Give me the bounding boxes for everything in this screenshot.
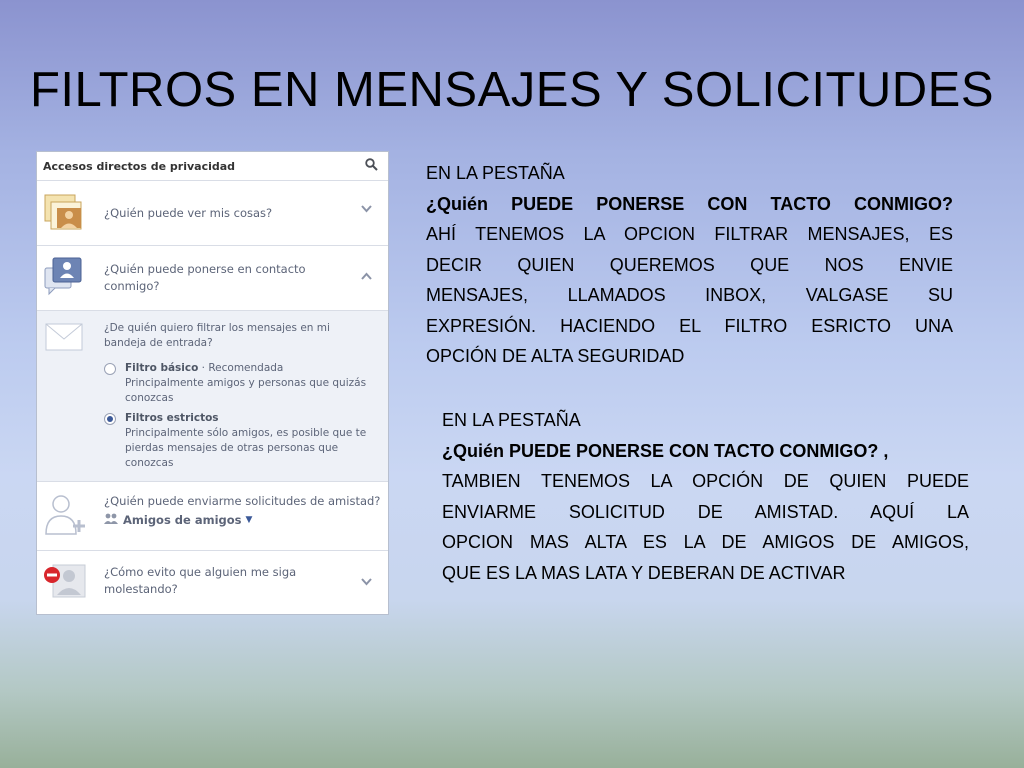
filter-question: [104, 321, 364, 351]
text1-line3: MENSAJES, LLAMADOS INBOX, VALGASE SU: [426, 285, 953, 305]
block-user-icon: [43, 561, 89, 605]
who-can-see-label: ¿Quién puede ver mis cosas?: [104, 206, 273, 220]
strict-filter-label: Filtros estrictos: [125, 412, 219, 424]
block-user-line2: molestando?: [104, 582, 178, 596]
who-can-contact-line2: conmigo?: [104, 279, 160, 293]
friend-requests-value: Amigos de amigos: [123, 513, 242, 527]
who-can-contact-label: [104, 261, 306, 295]
filter-question-line2: bandeja de entrada?: [104, 337, 213, 349]
privacy-shortcuts-panel: [36, 151, 389, 615]
search-icon[interactable]: [365, 158, 378, 174]
text2-line1: TAMBIEN TENEMOS LA OPCIÓN DE QUIEN PUEDE: [442, 471, 969, 491]
who-can-see-row[interactable]: [37, 181, 388, 246]
chevron-down-icon[interactable]: [361, 576, 372, 589]
slide-title: FILTROS EN MENSAJES Y SOLICITUDES: [29, 63, 995, 117]
chevron-up-icon[interactable]: [361, 270, 372, 283]
basic-filter-radio[interactable]: [104, 363, 116, 375]
text1-intro: EN LA PESTAÑA: [426, 163, 565, 183]
text2-line4: QUE ES LA MAS LATA Y DEBERAN DE ACTIVAR: [442, 562, 846, 583]
panel-header: [37, 152, 388, 181]
basic-filter-desc-line2: conozcas: [125, 392, 174, 404]
text1-line4: EXPRESIÓN. HACIENDO EL FILTRO ESRICTO UNA: [426, 315, 953, 336]
friend-requests-question: ¿Quién puede enviarme solicitudes de amistad?: [104, 494, 381, 508]
basic-filter-desc-line1: Principalmente amigos y personas que quizás: [125, 377, 367, 389]
strict-filter-desc-line2: pierdas mensajes de otras personas que: [125, 442, 339, 454]
text2-question: [442, 436, 969, 467]
text1-question-bold: ¿Quién PUEDE PONERSE CON TACTO CONMIGO?: [426, 193, 953, 214]
strict-filter-radio[interactable]: [104, 413, 116, 425]
chevron-down-icon[interactable]: [361, 203, 372, 216]
text2-line3: OPCION MAS ALTA ES LA DE AMIGOS DE AMIGOS,: [442, 532, 969, 552]
basic-filter-tag: · Recomendada: [198, 362, 284, 374]
caret-down-icon: ▼: [245, 515, 253, 525]
block-user-line1: ¿Cómo evito que alguien me siga: [104, 565, 297, 579]
chat-bubbles-icon: [43, 256, 85, 300]
friend-requests-row[interactable]: [37, 482, 388, 551]
friends-group-icon: [104, 512, 119, 529]
explanation-text-1: [426, 158, 953, 372]
who-can-contact-line1: ¿Quién puede ponerse en contacto: [104, 262, 306, 276]
basic-filter-label: Filtro básico: [125, 362, 199, 374]
text1-question: [426, 189, 953, 220]
strict-filter-desc-line1: Principalmente sólo amigos, es posible que te: [125, 427, 367, 439]
friend-requests-dropdown[interactable]: [104, 512, 252, 529]
envelope-icon: [45, 323, 83, 355]
strict-filter-desc-line3: conozcas: [125, 457, 174, 469]
text1-line1: AHÍ TENEMOS LA OPCION FILTRAR MENSAJES, ES: [426, 224, 953, 244]
explanation-text-2: [442, 405, 969, 588]
block-user-label: [104, 564, 296, 598]
add-friend-icon: [43, 492, 87, 542]
photos-stack-icon: [43, 193, 85, 237]
panel-header-title: Accesos directos de privacidad: [43, 159, 236, 173]
message-filter-section: [37, 311, 388, 482]
text2-intro: EN LA PESTAÑA: [442, 410, 581, 430]
who-can-contact-row[interactable]: [37, 246, 388, 311]
text1-line2: DECIR QUIEN QUEREMOS QUE NOS ENVIE: [426, 254, 953, 275]
text2-question-bold: ¿Quién PUEDE PONERSE CON TACTO CONMIGO? ,: [442, 440, 889, 461]
text2-line2: ENVIARME SOLICITUD DE AMISTAD. AQUÍ LA: [442, 501, 969, 522]
block-user-row[interactable]: [37, 551, 388, 611]
basic-filter-option[interactable]: [104, 361, 374, 406]
strict-filter-option[interactable]: [104, 411, 374, 471]
text1-line5: OPCIÓN DE ALTA SEGURIDAD: [426, 346, 685, 366]
filter-question-line1: ¿De quién quiero filtrar los mensajes en mi: [104, 322, 330, 334]
